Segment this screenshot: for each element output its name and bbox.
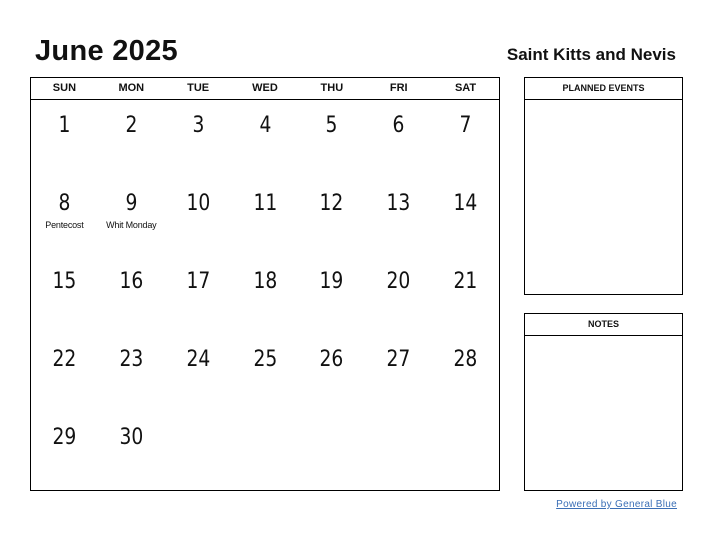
day-cell[interactable]	[31, 100, 98, 178]
notes-title: NOTES	[525, 314, 682, 336]
day-number: 16	[119, 269, 144, 294]
day-number: 20	[386, 269, 411, 294]
day-cell[interactable]	[298, 256, 365, 334]
day-cell[interactable]	[298, 178, 365, 256]
day-cell[interactable]	[98, 100, 165, 178]
powered-by-link[interactable]: Powered by General Blue	[556, 499, 677, 510]
day-number: 5	[325, 113, 338, 138]
day-number: 2	[125, 113, 138, 138]
day-number: 9	[125, 191, 138, 216]
day-number: 17	[186, 269, 211, 294]
weekday-fri: FRI	[389, 82, 408, 94]
day-cell[interactable]	[298, 334, 365, 412]
calendar-weeks	[31, 100, 499, 490]
notes-panel[interactable]	[524, 313, 683, 491]
weekday-sat: SAT	[454, 82, 477, 94]
day-number: 23	[119, 347, 144, 372]
day-cell[interactable]	[365, 334, 432, 412]
day-cell[interactable]	[165, 256, 232, 334]
holiday-label: Pentecost	[45, 220, 84, 230]
day-cell[interactable]	[165, 412, 232, 490]
day-number: 29	[52, 425, 77, 450]
planned-events-panel[interactable]	[524, 77, 683, 295]
weekday-thu: THU	[320, 82, 344, 94]
day-cell[interactable]	[98, 256, 165, 334]
holiday-label: Whit Monday	[106, 220, 157, 230]
day-cell[interactable]	[365, 100, 432, 178]
calendar-grid	[30, 77, 500, 491]
weekday-tue: TUE	[187, 82, 210, 94]
day-cell[interactable]	[432, 412, 499, 490]
day-number: 19	[319, 269, 344, 294]
day-cell[interactable]	[232, 334, 299, 412]
day-number: 27	[386, 347, 411, 372]
day-number: 8	[58, 191, 71, 216]
day-number: 7	[459, 113, 472, 138]
day-cell[interactable]	[365, 256, 432, 334]
day-number: 15	[52, 269, 77, 294]
day-cell[interactable]	[165, 100, 232, 178]
day-number: 10	[186, 191, 211, 216]
day-number: 4	[259, 113, 271, 138]
day-number: 21	[453, 269, 478, 294]
day-cell[interactable]	[298, 100, 365, 178]
day-cell[interactable]	[365, 412, 432, 490]
day-cell[interactable]	[432, 100, 499, 178]
day-number: 13	[386, 191, 411, 216]
day-number: 18	[253, 269, 277, 294]
day-number: 12	[319, 191, 344, 216]
country-name: Saint Kitts and Nevis	[506, 45, 676, 64]
weekday-sun: SUN	[52, 82, 77, 94]
day-number: 6	[392, 113, 405, 138]
day-cell[interactable]	[98, 412, 165, 490]
day-cell[interactable]	[165, 334, 232, 412]
day-number: 24	[186, 347, 211, 372]
day-number: 3	[192, 113, 205, 138]
day-number: 1	[58, 113, 71, 138]
weekday-mon: MON	[118, 82, 145, 94]
day-number: 25	[253, 347, 277, 372]
page-title: June 2025	[35, 35, 178, 67]
day-number: 26	[319, 347, 344, 372]
day-cell[interactable]	[31, 412, 98, 490]
day-number: 11	[253, 191, 277, 216]
weekday-header-row	[31, 78, 499, 100]
day-cell[interactable]	[365, 178, 432, 256]
day-cell[interactable]	[298, 412, 365, 490]
day-cell[interactable]	[31, 256, 98, 334]
day-number: 30	[119, 425, 144, 450]
day-cell[interactable]	[165, 178, 232, 256]
day-cell[interactable]	[31, 178, 98, 256]
weekday-wed: WED	[252, 82, 278, 94]
day-cell[interactable]	[232, 178, 299, 256]
day-cell[interactable]	[432, 178, 499, 256]
day-cell[interactable]	[232, 256, 299, 334]
planned-events-title: PLANNED EVENTS	[525, 78, 682, 100]
day-cell[interactable]	[98, 178, 165, 256]
day-number: 14	[453, 191, 478, 216]
day-cell[interactable]	[432, 334, 499, 412]
day-cell[interactable]	[31, 334, 98, 412]
day-cell[interactable]	[232, 412, 299, 490]
day-cell[interactable]	[98, 334, 165, 412]
day-cell[interactable]	[232, 100, 299, 178]
day-cell[interactable]	[432, 256, 499, 334]
day-number: 22	[52, 347, 77, 372]
day-number: 28	[453, 347, 478, 372]
